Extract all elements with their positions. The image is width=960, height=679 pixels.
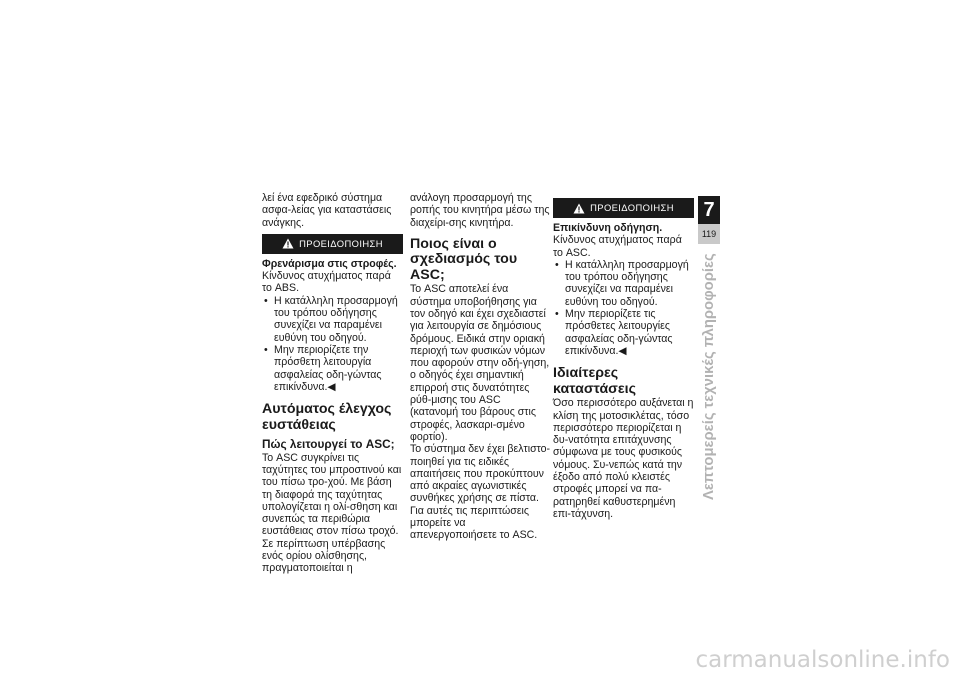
page-number: 119 — [698, 224, 720, 244]
column-3 — [553, 198, 694, 520]
warning-title: Φρενάρισμα στις στροφές. — [262, 257, 397, 270]
subsection-heading: Πώς λειτουργεί το ASC; — [262, 437, 395, 452]
chapter-number: 7 — [698, 196, 720, 224]
warning-banner — [553, 198, 694, 218]
warning-label: ΠΡΟΕΙΔΟΠΟΙΗΣΗ — [299, 237, 383, 249]
paragraph-body: Το ASC συγκρίνει τις ταχύτητες του μπροστινού και του πίσω τρο-χού. Με βάση τη διαφορά της ταχύτητας υπολογίζεται η ολί-σθηση και συνεπώς τα περιθώρια ευστάθειας στον πίσω τροχό. Σε περίπτωση υπέρβασης ενός ορίου ολίσθησης, πραγματοποιείται η — [262, 451, 402, 575]
section-heading: Αυτόματος έλεγχος ευστάθειας — [262, 401, 392, 433]
list-item: • Μην περιορίζετε την πρόσθετη λειτουργία ασφαλείας οδη-γώντας επικίνδυνα.◀ — [262, 344, 403, 393]
list-item: • Η κατάλληλη προσαρμογή του τρόπου οδήγησης συνεχίζει να παραμένει ευθύνη του οδηγού. — [553, 259, 694, 308]
warning-label: ΠΡΟΕΙΔΟΠΟΙΗΣΗ — [590, 201, 674, 213]
column-1 — [262, 192, 403, 575]
paragraph-body: Όσο περισσότερο αυξάνεται η κλίση της μοτοσικλέτας, τόσο περισσότερο περιορίζεται η δυ-νατότητα επιτάχυνσης σύμφωνα με τους φυσικούς νόμους. Συ-νεπώς κατά την έξοδο από πολύ κλειστές στροφές μπορεί να πα-ρατηρηθεί καθυστερημένη επι-τάχυνση. — [553, 397, 694, 520]
warning-title: Επικίνδυνη οδήγηση. — [553, 222, 663, 234]
section-heading: Ποιος είναι ο σχεδιασμός του ASC; — [410, 235, 518, 283]
chapter-tab — [698, 196, 720, 244]
warning-text: Κίνδυνος ατυχήματος παρά το ASC. — [553, 234, 682, 259]
warning-banner — [262, 234, 403, 254]
column-2 — [410, 192, 551, 542]
warning-text: Κίνδυνος ατυχήματος παρά το ABS. — [262, 270, 391, 295]
side-title-container — [698, 247, 720, 500]
paragraph-body: Το σύστημα δεν έχει βελτιστο-ποιηθεί για τις ειδικές απαιτήσεις που προκύπτουν από ακραίες αγωνιστικές συνθήκες χρήσης σε πίστα. Για αυτές τις περιπτώσεις μπορείτε να απενεργοποιήσετε το ASC. — [410, 443, 551, 542]
section-heading: Ιδιαίτερες καταστάσεις — [553, 365, 636, 397]
paragraph-intro: λεί ένα εφεδρικό σύστημα ασφα-λείας για καταστάσεις ανάγκης. — [262, 192, 392, 229]
list-item: • Η κατάλληλη προσαρμογή του τρόπου οδήγησης συνεχίζει να παραμένει ευθύνη του οδηγού. — [262, 295, 403, 344]
warning-triangle-icon — [282, 238, 294, 249]
paragraph-intro: ανάλογη προσαρμογή της ροπής του κινητήρα μέσω της διαχείρι-σης κινητήρα. — [410, 192, 550, 229]
chapter-side-title: Λεπτομερείς τεχνικές πληροφορίες — [701, 253, 717, 500]
warning-triangle-icon — [573, 203, 585, 214]
watermark: carmanualsonline.info — [695, 647, 950, 673]
list-item: • Μην περιορίζετε τις πρόσθετες λειτουργίες ασφαλείας οδη-γώντας επικίνδυνα.◀ — [553, 308, 694, 357]
paragraph-body: Το ASC αποτελεί ένα σύστημα υποβοήθησης για τον οδηγό και έχει σχεδιαστεί για λειτουργία σε δημόσιους δρόμους. Ειδικά στην οριακή περιοχή των φυσικών νόμων που αφορούν στην οδή-γηση, ο οδηγός έχει σημαντική επιρροή στις δυνατότητες ρύθ-μισης του ASC (κατανομή του βάρους στις στροφές, λασκαρι-σμένο φορτίο). — [410, 283, 550, 443]
